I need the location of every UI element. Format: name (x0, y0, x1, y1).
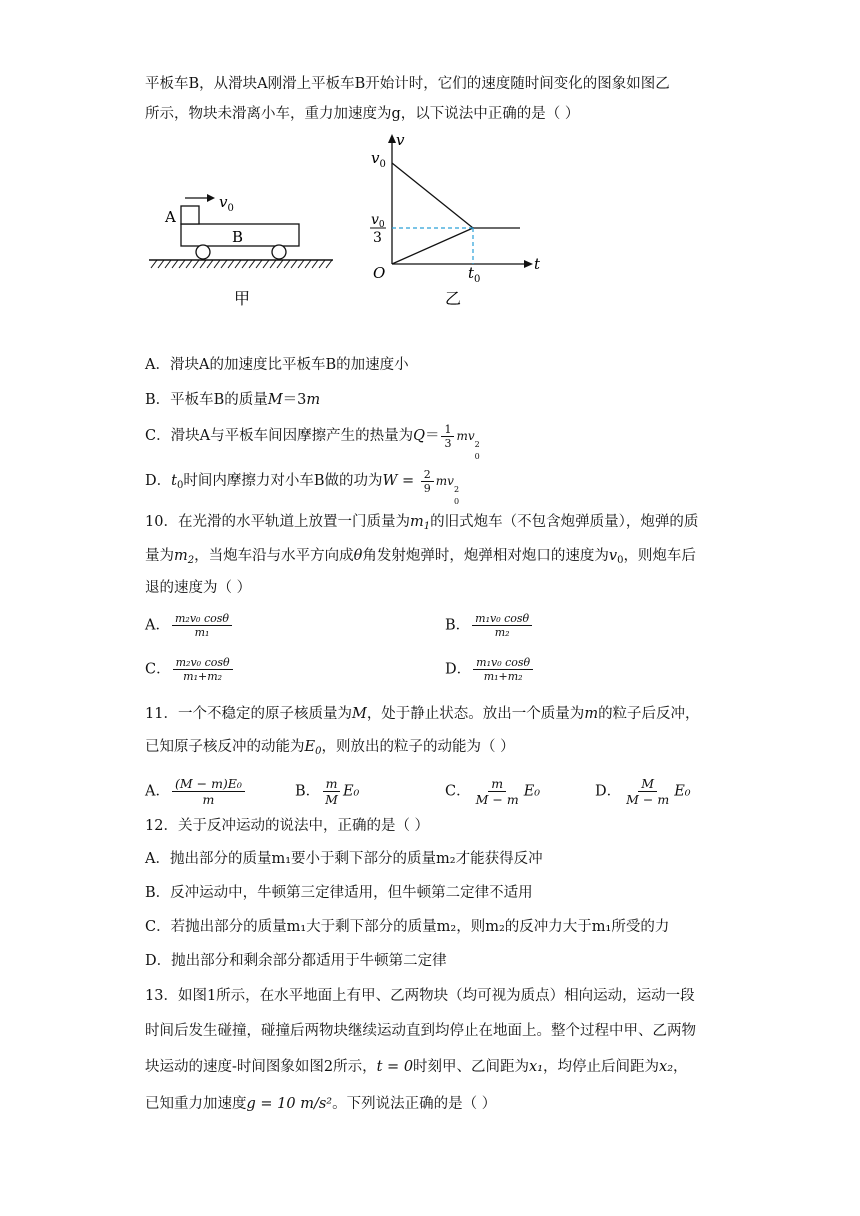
q9-c-den: 3 (444, 436, 452, 450)
q11-b-label: B． (295, 783, 321, 800)
q9-d-tail: mv (435, 474, 454, 488)
q11-option-d (595, 776, 691, 807)
q9-d-w: W (382, 473, 398, 489)
q10-c-label: C． (145, 661, 171, 678)
q11-d-tail: E₀ (674, 783, 691, 800)
svg-text:v0 (219, 193, 234, 214)
q12-option-c: C．若抛出部分的质量m₁大于剩下部分的质量m₂，则m₂的反冲力大于m₁所受的力 (145, 919, 670, 935)
intro-line-2: 所示，物块未滑离小车，重力加速度为g，以下说法中正确的是（ ） (145, 106, 580, 122)
q13-line-3 (145, 1057, 688, 1077)
q9-c-frac (441, 423, 454, 450)
q9-c-tail: mv (456, 429, 475, 443)
q9-option-b (145, 390, 320, 410)
figure-jia (145, 188, 335, 313)
q9-d-label: D． (145, 473, 172, 489)
axis-v-label: v (396, 132, 405, 149)
q10-m1: m (409, 514, 424, 530)
q13-line3b: 时刻甲、乙间距为 (413, 1059, 530, 1075)
q10-line-2: 量为$m_2$，当炮车沿与水平方向成θ角发射炮弹时，炮弹相对炮口的速度为$v_0$，则炮车后 (145, 548, 696, 566)
q10-option-a (145, 612, 234, 639)
q11-option-c (445, 776, 540, 807)
q11-line2b: ，则放出的粒子的动能为（ ） (321, 739, 515, 755)
svg-text:v0 (371, 149, 386, 170)
q9-d-den: 9 (423, 481, 431, 495)
q10-line2a: 量为 (145, 548, 174, 564)
q9-c-prefix: C．滑块A与平板车间因摩擦产生的热量为 (145, 428, 414, 444)
q11-b-num: m (323, 776, 341, 792)
q9-c-eq: ＝ (424, 428, 440, 444)
caption-yi: 乙 (445, 289, 462, 308)
q11-line-2: 已知原子核反冲的动能为$E_0$，则放出的粒子的动能为（ ） (145, 739, 515, 757)
q9-option-d: D．$t_0$时间内摩擦力对小车B做的功为W = $\frac{2}{9}$ mv 2 0 (145, 467, 460, 506)
q9-d-num: 2 (421, 468, 434, 482)
q11-line1b: ，处于静止状态。放出一个质量为 (366, 706, 585, 722)
q10-d-frac (473, 656, 533, 683)
v0-label: v (371, 149, 380, 167)
q9-b-m: m (306, 392, 321, 408)
v03-den: 3 (373, 230, 382, 246)
svg-text:v0 (371, 212, 385, 230)
q10-option-b (445, 612, 534, 639)
q10-line2d: ，则炮车后 (623, 548, 696, 564)
q11-d-den: M − m (626, 792, 670, 807)
q12-option-d: D．抛出部分和剩余部分都适用于牛顿第二定律 (145, 953, 447, 969)
q11-d-label: D． (595, 783, 622, 800)
q11-a-label: A． (145, 783, 170, 800)
q9-b-expr: M (267, 392, 283, 408)
q9-c-q: Q (413, 428, 425, 444)
t0-label: t (468, 264, 475, 282)
q9-d-eq: = (397, 473, 419, 489)
q13-t0: t = 0 (376, 1059, 414, 1075)
q10-d-num: m₁v₀ cosθ (473, 656, 533, 670)
q11-b-den: M (325, 792, 338, 807)
q10-line-1: 10．在光滑的水平轨道上放置一门质量为$m_1$的旧式炮车（不包含炮弹质量），炮弹的质 (145, 514, 699, 532)
q11-c-num: m (488, 776, 506, 792)
q13-g: g = 10 m/s² (246, 1096, 333, 1112)
q10-b-frac (472, 612, 532, 639)
q9-d-t0: t (171, 473, 177, 489)
v03-num: v (371, 212, 379, 228)
q10-line2b: ，当炮车沿与水平方向成 (194, 548, 354, 564)
q10-c-frac (173, 656, 233, 683)
q10-option-d (445, 656, 535, 683)
svg-text:t0 (468, 264, 480, 285)
origin-label: O (373, 264, 386, 282)
q11-line-1 (145, 704, 700, 724)
q9-d-t0-sub: 0 (176, 480, 184, 491)
q10-b-num: m₁v₀ cosθ (472, 612, 532, 626)
q13-line4b: 。下列说法正确的是（ ） (332, 1096, 497, 1112)
q10-a-num: m₂v₀ cosθ (172, 612, 232, 626)
q11-b-frac (322, 776, 341, 807)
q10-line2c: 角发射炮弹时，炮弹相对炮口的速度为 (362, 548, 609, 564)
q13-line4a: 已知重力加速度 (145, 1096, 247, 1112)
q11-option-a (145, 776, 247, 807)
q9-option-c: C．滑块A与平板车间因摩擦产生的热量为Q＝ $\frac{1}{3}$ mv 2 0 (145, 422, 480, 461)
q10-line1b: 的旧式炮车（不包含炮弹质量），炮弹的质 (430, 514, 699, 530)
figure-yi (365, 132, 550, 312)
q10-a-label: A． (145, 617, 170, 634)
q10-d-label: D． (445, 661, 472, 678)
q10-m2: m (174, 548, 188, 564)
q12-option-a: A．抛出部分的质量m₁要小于剩下部分的质量m₂才能获得反冲 (145, 851, 543, 867)
q10-c-num: m₂v₀ cosθ (173, 656, 233, 670)
q9-b-prefix: B．平板车B的质量 (145, 392, 268, 408)
q12-option-b: B．反冲运动中，牛顿第三定律适用，但牛顿第二定律不适用 (145, 885, 533, 901)
q10-theta: θ (353, 548, 363, 564)
label-a: A (165, 208, 176, 226)
label-v0-sub: 0 (227, 203, 234, 214)
q11-m: m (584, 706, 599, 722)
q11-line1a: 11．一个不稳定的原子核质量为 (145, 706, 352, 722)
q9-option-a: A．滑块A的加速度比平板车B的加速度小 (145, 357, 409, 373)
q13-x2: x₂ (659, 1059, 674, 1075)
q11-c-frac (473, 776, 522, 807)
q9-d-frac (421, 468, 434, 495)
q11-line1c: 的粒子后反冲， (598, 706, 700, 722)
q10-d-den: m₁+m₂ (483, 670, 523, 683)
v0-sub: 0 (379, 159, 386, 170)
q13-line-4 (145, 1094, 496, 1114)
q11-d-frac (623, 776, 672, 807)
q13-line3d: ， (673, 1059, 688, 1075)
q10-b-den: m₂ (494, 626, 510, 639)
q11-a-frac (172, 776, 245, 807)
q10-c-den: m₁+m₂ (183, 670, 223, 683)
q11-c-tail: E₀ (523, 783, 541, 800)
q13-line3c: ，均停止后间距为 (543, 1059, 660, 1075)
q9-b-eq: ＝3 (282, 392, 307, 408)
q10-v0: v (608, 548, 618, 564)
q11-c-label: C． (445, 783, 471, 800)
q13-line3a: 块运动的速度-时间图象如图2所示， (145, 1059, 377, 1075)
q11-M: M (351, 706, 367, 722)
v03-num-sub: 0 (378, 220, 385, 230)
block-a (181, 206, 199, 224)
q13-line-2: 时间后发生碰撞，碰撞后两物块继续运动直到均停止在地面上。整个过程中甲、乙两物 (145, 1023, 696, 1039)
line-b (392, 228, 473, 264)
q13-x1: x₁ (529, 1059, 544, 1075)
q10-line1a: 10．在光滑的水平轨道上放置一门质量为 (145, 514, 410, 530)
q10-line-3: 退的速度为（ ） (145, 580, 252, 596)
q11-d-num: M (638, 776, 657, 792)
q9-d-prefix: 时间内摩擦力对小车B做的功为 (183, 473, 383, 489)
line-a (392, 163, 473, 228)
label-v0: v (219, 193, 228, 211)
q11-line2a: 已知原子核反冲的动能为 (145, 739, 305, 755)
q12-stem: 12．关于反冲运动的说法中，正确的是（ ） (145, 818, 430, 834)
q11-a-den: m (202, 792, 215, 807)
label-b: B (232, 228, 244, 246)
q10-a-den: m₁ (194, 626, 210, 639)
q10-option-c (145, 656, 235, 683)
q11-option-b (295, 776, 359, 807)
q11-E0: E (304, 739, 316, 755)
q11-a-num: (M − m)E₀ (172, 776, 245, 792)
t0-sub: 0 (474, 274, 481, 285)
wheel-left (196, 245, 210, 259)
q11-c-den: M − m (475, 792, 519, 807)
q10-b-label: B． (445, 617, 471, 634)
q10-a-frac (172, 612, 232, 639)
arrow-head (207, 194, 215, 202)
wheel-right (272, 245, 286, 259)
intro-line-1: 平板车B，从滑块A刚滑上平板车B开始计时，它们的速度随时间变化的图象如图乙 (145, 76, 670, 92)
q11-b-tail: E₀ (342, 783, 360, 800)
caption-jia: 甲 (234, 289, 251, 308)
axis-t-label: t (534, 255, 541, 273)
q13-line-1: 13．如图1所示，在水平地面上有甲、乙两物块（均可视为质点）相向运动，运动一段 (145, 988, 695, 1004)
q9-c-num: 1 (441, 423, 454, 437)
